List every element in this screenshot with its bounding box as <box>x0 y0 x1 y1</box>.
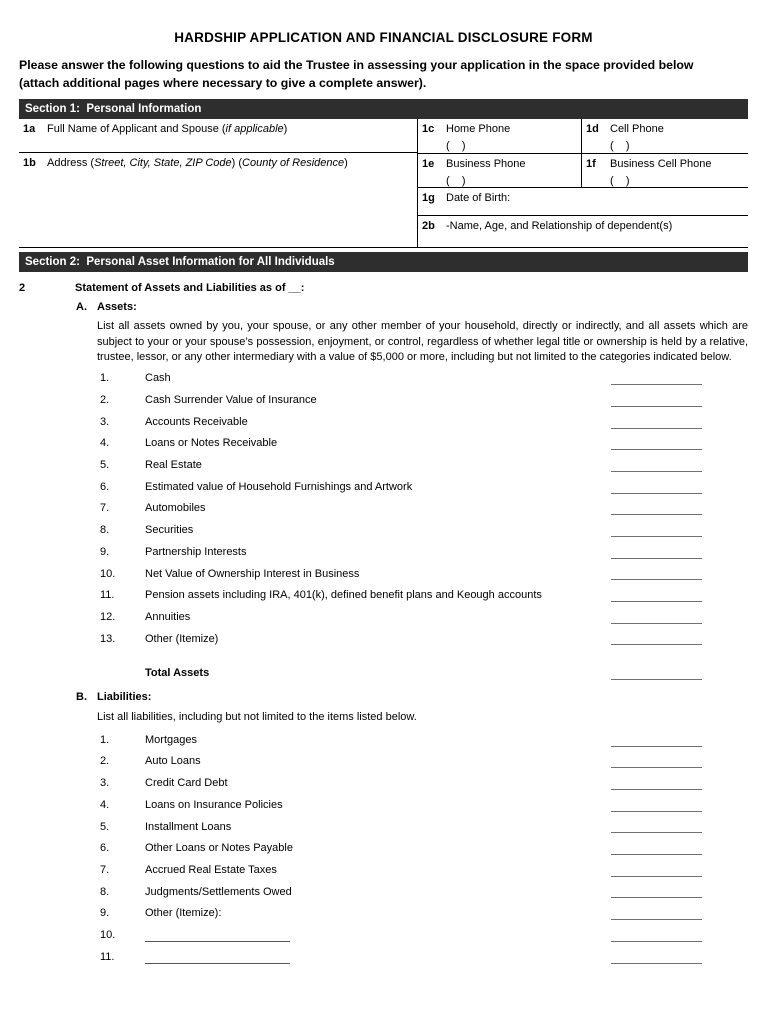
section1-header-label: Section 1: Personal Information <box>25 103 202 115</box>
asset-item-number: 3. <box>100 415 110 428</box>
liability-item-row <box>19 837 748 859</box>
amount-fill-line[interactable] <box>611 767 702 768</box>
asset-item-number: 6. <box>100 480 110 493</box>
field-1c-phone-parens[interactable]: ( ) <box>446 140 466 152</box>
assets-heading-label: Assets: <box>97 301 137 313</box>
field-1f-number: 1f <box>586 158 596 170</box>
asset-item-number: 5. <box>100 459 110 472</box>
section2-header-label: Section 2: Personal Asset Information for All Individuals <box>25 256 335 268</box>
liability-item-row <box>19 816 748 838</box>
amount-fill-line[interactable] <box>611 876 702 877</box>
asset-item-label: Securities <box>145 524 194 537</box>
field-1c-label: Home Phone <box>446 123 511 135</box>
amount-fill-line[interactable] <box>611 941 702 942</box>
asset-item-label: Pension assets including IRA, 401(k), defined benefit plans and Keough accounts <box>145 589 542 602</box>
phone-row-2 <box>418 154 748 188</box>
field-1b-address[interactable] <box>19 153 417 247</box>
field-2b-number: 2b <box>422 220 435 232</box>
amount-fill-line[interactable] <box>611 811 702 812</box>
total-assets-row <box>19 662 748 684</box>
liability-item-label: Other Loans or Notes Payable <box>145 842 293 855</box>
field-2b-dependents[interactable] <box>418 216 748 247</box>
field-1g-number: 1g <box>422 192 435 204</box>
assets-letter: A. <box>76 301 87 313</box>
asset-item-row <box>19 563 748 585</box>
amount-fill-line[interactable] <box>611 919 702 920</box>
liability-item-number: 4. <box>100 798 110 811</box>
asset-item-row <box>19 498 748 520</box>
field-1f-label: Business Cell Phone <box>610 158 712 170</box>
field-1a-label: Full Name of Applicant and Spouse (if applicable) <box>47 123 288 135</box>
liabilities-letter: B. <box>76 691 87 704</box>
field-1a-full-name[interactable] <box>19 119 417 153</box>
asset-item-label: Other (Itemize) <box>145 632 219 645</box>
asset-item-number: 2. <box>100 394 110 407</box>
asset-item-number: 8. <box>100 524 110 537</box>
asset-item-label: Estimated value of Household Furnishings and Artwork <box>145 480 413 493</box>
field-1c-number: 1c <box>422 123 435 135</box>
field-1e-phone-parens[interactable]: ( ) <box>446 175 466 187</box>
field-1d-phone-parens[interactable]: ( ) <box>610 140 630 152</box>
liability-item-number: 8. <box>100 885 110 898</box>
statement-row <box>19 282 748 294</box>
asset-item-number: 11. <box>100 589 115 602</box>
liability-item-row <box>19 794 748 816</box>
field-1d-label: Cell Phone <box>610 123 664 135</box>
asset-item-label: Cash Surrender Value of Insurance <box>145 394 317 407</box>
liability-item-row <box>19 729 748 751</box>
liability-item-row <box>19 924 748 946</box>
asset-item-label: Real Estate <box>145 459 202 472</box>
field-1g-date-of-birth[interactable] <box>418 188 748 216</box>
liability-item-number: 2. <box>100 755 110 768</box>
asset-item-row <box>19 606 748 628</box>
liability-item-number: 10. <box>100 928 116 941</box>
field-1c-home-phone[interactable] <box>418 119 582 153</box>
assets-description: List all assets owned by you, your spouse, or any other member of your household, directly or indirectly, and all assets which are subject to your or your spouse’s possession, enjoyment, or control, regardless of whether legal title or ownership is held by a relative, trustee, lessor, or any other intermediary with a value of $5,000 or more, including but not limited to the categories indicated below. <box>97 320 748 363</box>
field-1a-number: 1a <box>23 123 36 135</box>
liabilities-list <box>19 729 748 968</box>
amount-fill-line[interactable] <box>611 789 702 790</box>
asset-item-number: 7. <box>100 502 110 515</box>
amount-fill-line[interactable] <box>611 536 702 537</box>
field-1d-cell-phone[interactable] <box>582 119 748 153</box>
section1-right-column <box>418 119 748 247</box>
field-1b-label: Address (Street, City, State, ZIP Code) (County of Residence) <box>47 157 348 169</box>
liability-item-label: Installment Loans <box>145 820 232 833</box>
asset-item-row <box>19 476 748 498</box>
asset-item-row <box>19 628 748 650</box>
liability-item-number: 3. <box>100 777 110 790</box>
asset-item-number: 1. <box>100 372 110 385</box>
liabilities-heading-label: Liabilities: <box>97 691 152 704</box>
section2-header-bar <box>19 252 748 272</box>
field-1g-label: Date of Birth: <box>446 192 511 204</box>
liability-item-number: 5. <box>100 820 110 833</box>
liability-item-number: 7. <box>100 863 110 876</box>
liability-item-row <box>19 772 748 794</box>
amount-fill-line[interactable] <box>611 384 702 385</box>
asset-item-row <box>19 368 748 390</box>
amount-fill-line[interactable] <box>611 579 702 580</box>
section1-header-bar <box>19 99 748 119</box>
form-intro <box>19 57 748 92</box>
amount-fill-line[interactable] <box>611 428 702 429</box>
amount-fill-line[interactable] <box>611 963 702 964</box>
field-1f-business-cell-phone[interactable] <box>582 154 748 187</box>
asset-item-label: Loans or Notes Receivable <box>145 437 278 450</box>
section1-table <box>19 119 748 248</box>
liability-item-label: Loans on Insurance Policies <box>145 798 283 811</box>
amount-fill-line[interactable] <box>611 832 702 833</box>
intro-line-2: (attach additional pages where necessary to give a complete answer). <box>19 75 427 90</box>
liability-item-row <box>19 859 748 881</box>
field-1b-number: 1b <box>23 157 36 169</box>
total-assets-label: Total Assets <box>145 667 210 680</box>
amount-fill-line[interactable] <box>611 897 702 898</box>
asset-item-number: 12. <box>100 610 116 623</box>
asset-item-number: 13. <box>100 632 116 645</box>
amount-fill-line[interactable] <box>611 493 702 494</box>
form-title: HARDSHIP APPLICATION AND FINANCIAL DISCLOSURE FORM <box>174 30 593 45</box>
asset-item-label: Net Value of Ownership Interest in Business <box>145 567 360 580</box>
liability-item-number: 1. <box>100 733 110 746</box>
liability-item-label: Auto Loans <box>145 755 201 768</box>
asset-item-number: 4. <box>100 437 110 450</box>
field-1d-number: 1d <box>586 123 599 135</box>
phone-row-1 <box>418 119 748 154</box>
field-1e-label: Business Phone <box>446 158 526 170</box>
amount-fill-line[interactable] <box>611 406 702 407</box>
asset-item-number: 9. <box>100 545 110 558</box>
field-1f-phone-parens[interactable]: ( ) <box>610 175 630 187</box>
field-2b-label: -Name, Age, and Relationship of dependent(s) <box>446 220 673 232</box>
intro-line-1: Please answer the following questions to aid the Trustee in assessing your application in the space provided below <box>19 58 694 72</box>
liability-item-row <box>19 902 748 924</box>
field-1e-business-phone[interactable] <box>418 154 582 187</box>
statement-item-number: 2 <box>19 282 26 294</box>
amount-fill-line[interactable] <box>611 514 702 515</box>
asset-item-label: Automobiles <box>145 502 206 515</box>
liability-item-label: Mortgages <box>145 733 197 746</box>
amount-fill-line[interactable] <box>611 558 702 559</box>
liability-item-row <box>19 881 748 903</box>
amount-fill-line[interactable] <box>611 449 702 450</box>
total-assets-fill-line[interactable] <box>611 679 702 680</box>
amount-fill-line[interactable] <box>611 471 702 472</box>
liability-item-label: Accrued Real Estate Taxes <box>145 863 277 876</box>
asset-item-row <box>19 584 748 606</box>
asset-item-row <box>19 389 748 411</box>
item-fill-line[interactable] <box>145 941 290 942</box>
liability-item-label: Judgments/Settlements Owed <box>145 885 292 898</box>
asset-item-row <box>19 411 748 433</box>
liability-item-row <box>19 751 748 773</box>
assets-list <box>19 368 748 650</box>
asset-item-label: Annuities <box>145 610 191 623</box>
asset-item-number: 10. <box>100 567 116 580</box>
item-fill-line[interactable] <box>145 963 290 964</box>
amount-fill-line[interactable] <box>611 644 702 645</box>
liability-item-number: 6. <box>100 842 110 855</box>
amount-fill-line[interactable] <box>611 746 702 747</box>
liability-item-label: Other (Itemize): <box>145 907 222 920</box>
amount-fill-line[interactable] <box>611 854 702 855</box>
assets-heading <box>76 301 748 313</box>
section1-left-column <box>19 119 418 247</box>
liabilities-description: List all liabilities, including but not limited to the items listed below. <box>97 711 417 724</box>
asset-item-row <box>19 519 748 541</box>
liability-item-row <box>19 946 748 968</box>
asset-item-row <box>19 433 748 455</box>
asset-item-label: Partnership Interests <box>145 545 247 558</box>
asset-item-row <box>19 454 748 476</box>
asset-item-label: Cash <box>145 372 171 385</box>
amount-fill-line[interactable] <box>611 601 702 602</box>
field-1e-number: 1e <box>422 158 435 170</box>
asset-item-row <box>19 541 748 563</box>
asset-item-label: Accounts Receivable <box>145 415 248 428</box>
liability-item-label: Credit Card Debt <box>145 777 228 790</box>
liability-item-number: 11. <box>100 950 115 963</box>
amount-fill-line[interactable] <box>611 623 702 624</box>
statement-label: Statement of Assets and Liabilities as of __: <box>75 282 305 294</box>
liabilities-heading <box>76 691 748 703</box>
liability-item-number: 9. <box>100 907 110 920</box>
